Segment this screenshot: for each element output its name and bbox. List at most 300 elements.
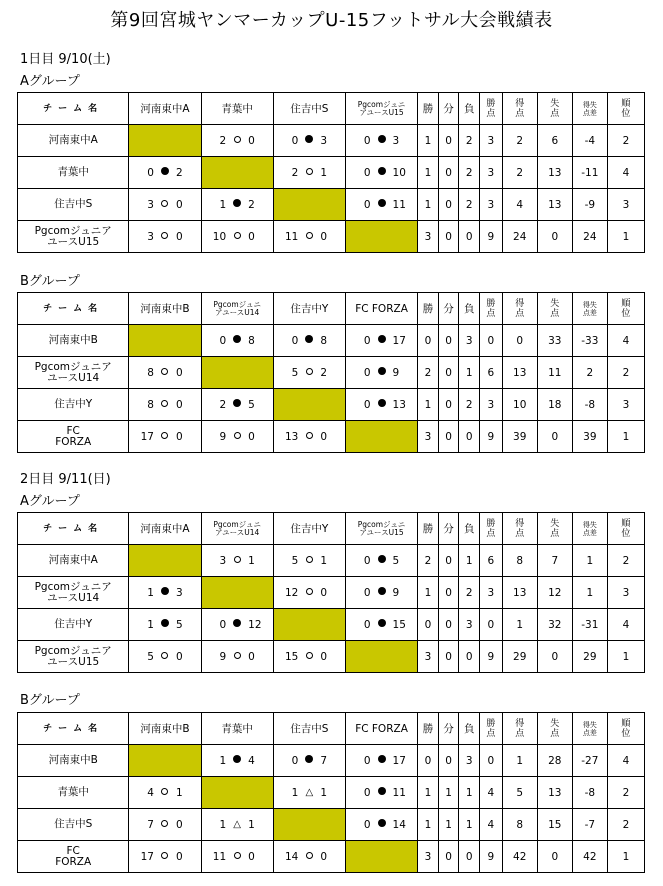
draw-mark: △: [305, 787, 314, 798]
match-result: [129, 421, 201, 453]
score-against: 0: [175, 850, 183, 863]
stat-value: 1: [607, 421, 644, 453]
stat-header: 負: [459, 513, 480, 545]
match-result: [273, 221, 345, 253]
stat-header: 順 位: [607, 293, 644, 325]
stat-header: 失 点: [537, 293, 572, 325]
team-header: チーム名: [18, 513, 129, 545]
score-against: 0: [320, 430, 328, 443]
loss-mark: [378, 755, 386, 763]
match-result: [345, 125, 417, 157]
header-row: [18, 93, 645, 125]
match-result: [273, 325, 345, 357]
stat-value: 18: [537, 389, 572, 421]
loss-mark: [161, 167, 169, 175]
score-for: 4: [147, 786, 154, 799]
match-result: [129, 157, 201, 189]
stat-header: 得 点: [502, 293, 537, 325]
loss-mark: [305, 335, 313, 343]
team-name: Pgcomジュニア ユースU15: [18, 221, 129, 253]
stat-value: 9: [480, 421, 503, 453]
score-for: 0: [291, 134, 299, 147]
stat-header: 勝 点: [480, 93, 503, 125]
stat-header: 勝: [418, 93, 439, 125]
match-result: [345, 777, 417, 809]
team-name: 住吉中S: [18, 189, 129, 221]
team-header: チーム名: [18, 93, 129, 125]
stat-header: 失 点: [537, 713, 572, 745]
opponent-header: 住吉中S: [273, 713, 345, 745]
stat-header: 分: [438, 293, 459, 325]
stat-value: 0: [438, 545, 459, 577]
win-mark: [161, 232, 168, 239]
match-result: [201, 389, 273, 421]
stat-value: -8: [572, 777, 607, 809]
score-against: 0: [248, 134, 255, 147]
score-against: 13: [392, 398, 406, 411]
stat-value: 1: [418, 577, 439, 609]
score-against: 1: [175, 786, 183, 799]
table-row: [18, 389, 645, 421]
score-for: 12: [284, 586, 299, 599]
stat-value: 13: [537, 157, 572, 189]
table-row: [18, 577, 645, 609]
score-against: 0: [320, 230, 328, 243]
stat-header: 勝 点: [480, 513, 503, 545]
self-match-cell: [273, 389, 345, 421]
self-match-cell: [273, 609, 345, 641]
opponent-header: FC FORZA: [345, 713, 417, 745]
stat-value: 1: [572, 577, 607, 609]
score-against: 0: [175, 198, 183, 211]
score-against: 15: [392, 618, 406, 631]
stat-value: 13: [502, 577, 537, 609]
stat-value: 2: [607, 357, 644, 389]
stat-value: 1: [438, 777, 459, 809]
stat-header: 得 点: [502, 93, 537, 125]
match-result: [129, 809, 201, 841]
loss-mark: [378, 167, 386, 175]
stat-value: 0: [480, 745, 503, 777]
stat-value: 7: [537, 545, 572, 577]
opponent-header: 住吉中Y: [273, 293, 345, 325]
loss-mark: [233, 755, 241, 763]
stat-header: 分: [438, 93, 459, 125]
stat-value: 1: [418, 189, 439, 221]
score-for: 10: [212, 230, 227, 243]
stat-value: 2: [418, 357, 439, 389]
stat-header: 失 点: [537, 93, 572, 125]
win-mark: [306, 232, 313, 239]
table-row: [18, 189, 645, 221]
team-name: Pgcomジュニア ユースU14: [18, 577, 129, 609]
score-for: 3: [219, 554, 227, 567]
stat-header: 得失 点差: [572, 293, 607, 325]
stat-value: 0: [438, 577, 459, 609]
score-against: 3: [392, 134, 400, 147]
stat-value: 1: [607, 841, 644, 873]
score-against: 1: [248, 554, 255, 567]
loss-mark: [378, 819, 386, 827]
win-mark: [161, 400, 168, 407]
team-header: チーム名: [18, 713, 129, 745]
match-result: [273, 421, 345, 453]
stat-value: 0: [438, 389, 459, 421]
stat-value: 0: [438, 641, 459, 673]
score-against: 0: [320, 650, 328, 663]
score-against: 0: [175, 366, 183, 379]
stat-value: 6: [480, 545, 503, 577]
score-against: 0: [175, 430, 183, 443]
header-row: [18, 513, 645, 545]
match-result: [201, 841, 273, 873]
score-against: 5: [392, 554, 400, 567]
score-against: 10: [392, 166, 406, 179]
win-mark: [234, 136, 241, 143]
stat-value: 1: [607, 641, 644, 673]
match-result: [345, 389, 417, 421]
stat-value: 4: [502, 189, 537, 221]
loss-mark: [305, 755, 313, 763]
stat-value: 0: [537, 421, 572, 453]
opponent-header: 河南東中A: [129, 93, 201, 125]
match-result: [273, 841, 345, 873]
loss-mark: [161, 587, 169, 595]
match-result: [201, 609, 273, 641]
match-result: [345, 577, 417, 609]
score-for: 17: [140, 850, 154, 863]
score-for: 13: [284, 430, 299, 443]
score-against: 12: [248, 618, 262, 631]
team-name: 河南東中B: [18, 745, 129, 777]
stat-header: 得 点: [502, 713, 537, 745]
stat-value: 12: [537, 577, 572, 609]
table-row: [18, 221, 645, 253]
match-result: [273, 745, 345, 777]
score-against: 0: [175, 818, 183, 831]
loss-mark: [378, 787, 386, 795]
win-mark: [234, 432, 241, 439]
stat-value: 2: [459, 189, 480, 221]
score-against: 0: [320, 586, 328, 599]
stat-value: 24: [502, 221, 537, 253]
stat-value: 2: [502, 125, 537, 157]
self-match-cell: [273, 189, 345, 221]
stat-value: 0: [438, 157, 459, 189]
table-row: [18, 125, 645, 157]
opponent-header: Pgcomジュニ アユースU15: [345, 513, 417, 545]
win-mark: [234, 852, 241, 859]
match-result: [201, 325, 273, 357]
loss-mark: [378, 555, 386, 563]
win-mark: [306, 368, 313, 375]
stat-value: 1: [607, 221, 644, 253]
loss-mark: [233, 399, 241, 407]
stat-value: 3: [480, 189, 503, 221]
score-for: 1: [291, 786, 299, 799]
score-for: 5: [291, 366, 299, 379]
match-result: [201, 641, 273, 673]
stat-value: 1: [459, 357, 480, 389]
win-mark: [161, 820, 168, 827]
stat-value: 4: [607, 325, 644, 357]
stat-value: 11: [537, 357, 572, 389]
stat-header: 得失 点差: [572, 513, 607, 545]
stat-header: 得 点: [502, 513, 537, 545]
table-row: [18, 357, 645, 389]
win-mark: [306, 852, 313, 859]
stat-value: 1: [418, 389, 439, 421]
stat-header: 得失 点差: [572, 93, 607, 125]
score-for: 1: [219, 818, 227, 831]
stat-value: 2: [459, 389, 480, 421]
score-against: 3: [175, 586, 183, 599]
self-match-cell: [273, 809, 345, 841]
stat-value: 3: [418, 841, 439, 873]
stat-value: 0: [418, 609, 439, 641]
stat-header: 分: [438, 513, 459, 545]
match-result: [345, 157, 417, 189]
team-name: 住吉中S: [18, 809, 129, 841]
stat-value: 0: [438, 357, 459, 389]
stat-value: 1: [418, 157, 439, 189]
score-for: 0: [363, 366, 371, 379]
win-mark: [234, 556, 241, 563]
opponent-header: 河南東中B: [129, 713, 201, 745]
stat-value: 2: [418, 545, 439, 577]
stat-value: 0: [459, 221, 480, 253]
stat-value: 3: [418, 641, 439, 673]
opponent-header: 住吉中Y: [273, 513, 345, 545]
stat-value: 2: [607, 125, 644, 157]
stat-value: 2: [459, 577, 480, 609]
draw-mark: △: [233, 819, 241, 830]
stat-value: 0: [480, 609, 503, 641]
stat-value: 29: [572, 641, 607, 673]
match-result: [129, 777, 201, 809]
table-row: [18, 421, 645, 453]
stat-value: 13: [537, 777, 572, 809]
win-mark: [306, 168, 313, 175]
score-for: 2: [219, 398, 227, 411]
stat-header: 勝: [418, 293, 439, 325]
stat-value: 33: [537, 325, 572, 357]
score-for: 7: [147, 818, 154, 831]
score-against: 17: [392, 334, 406, 347]
match-result: [273, 125, 345, 157]
score-against: 5: [175, 618, 183, 631]
stat-value: 0: [502, 325, 537, 357]
loss-mark: [233, 335, 241, 343]
stat-value: 42: [572, 841, 607, 873]
score-for: 0: [363, 786, 371, 799]
self-match-cell: [129, 325, 201, 357]
stat-value: 42: [502, 841, 537, 873]
match-result: [345, 609, 417, 641]
stat-value: -33: [572, 325, 607, 357]
stat-value: 1: [502, 745, 537, 777]
stat-value: 1: [502, 609, 537, 641]
stat-value: 9: [480, 841, 503, 873]
score-for: 0: [291, 334, 299, 347]
stat-value: 1: [418, 777, 439, 809]
loss-mark: [378, 135, 386, 143]
stat-value: 1: [418, 125, 439, 157]
stat-value: 3: [418, 221, 439, 253]
match-result: [273, 545, 345, 577]
stat-value: 1: [438, 809, 459, 841]
score-against: 0: [175, 650, 183, 663]
score-for: 8: [147, 366, 154, 379]
stat-header: 失 点: [537, 513, 572, 545]
score-for: 5: [291, 554, 299, 567]
self-match-cell: [129, 125, 201, 157]
standings-table: [17, 92, 645, 253]
score-for: 0: [219, 618, 227, 631]
stat-value: -4: [572, 125, 607, 157]
stat-value: 3: [607, 577, 644, 609]
stat-header: 勝 点: [480, 293, 503, 325]
stat-value: 9: [480, 221, 503, 253]
win-mark: [161, 652, 168, 659]
table-row: [18, 641, 645, 673]
stat-value: 5: [502, 777, 537, 809]
score-for: 0: [363, 818, 371, 831]
win-mark: [161, 432, 168, 439]
loss-mark: [233, 199, 241, 207]
score-for: 1: [219, 198, 227, 211]
score-against: 1: [320, 166, 328, 179]
header-row: [18, 713, 645, 745]
score-for: 3: [147, 198, 154, 211]
self-match-cell: [129, 545, 201, 577]
stat-value: 0: [438, 325, 459, 357]
stat-header: 勝 点: [480, 713, 503, 745]
score-against: 5: [248, 398, 255, 411]
stat-header: 勝: [418, 713, 439, 745]
stat-value: -9: [572, 189, 607, 221]
score-for: 8: [147, 398, 154, 411]
stat-value: 0: [537, 841, 572, 873]
stat-value: 0: [459, 641, 480, 673]
stat-value: 3: [480, 389, 503, 421]
match-result: [129, 841, 201, 873]
stat-value: 3: [607, 389, 644, 421]
score-for: 1: [147, 618, 154, 631]
page-title: 第9回宮城ヤンマーカップU-15フットサル大会戦績表: [110, 10, 553, 31]
match-result: [201, 809, 273, 841]
team-name: FC FORZA: [18, 841, 129, 873]
self-match-cell: [345, 841, 417, 873]
score-against: 0: [248, 430, 255, 443]
stat-value: 3: [607, 189, 644, 221]
match-result: [129, 389, 201, 421]
stat-value: 3: [480, 125, 503, 157]
win-mark: [234, 652, 241, 659]
match-result: [273, 777, 345, 809]
self-match-cell: [201, 157, 273, 189]
stat-value: 2: [459, 157, 480, 189]
score-for: 1: [219, 754, 227, 767]
stat-value: 28: [537, 745, 572, 777]
stat-value: 15: [537, 809, 572, 841]
loss-mark: [378, 399, 386, 407]
score-for: 17: [140, 430, 154, 443]
score-for: 0: [363, 554, 371, 567]
score-against: 0: [175, 230, 183, 243]
match-result: [201, 189, 273, 221]
header-row: [18, 293, 645, 325]
score-for: 0: [363, 334, 371, 347]
match-result: [345, 545, 417, 577]
stat-value: 0: [438, 745, 459, 777]
score-for: 15: [284, 650, 299, 663]
standings-table: [17, 292, 645, 453]
self-match-cell: [345, 221, 417, 253]
opponent-header: Pgcomジュニ アユースU14: [201, 513, 273, 545]
table-row: [18, 841, 645, 873]
match-result: [201, 125, 273, 157]
loss-mark: [378, 367, 386, 375]
score-for: 0: [363, 398, 371, 411]
opponent-header: 河南東中B: [129, 293, 201, 325]
group-label: Aグループ: [20, 494, 80, 509]
opponent-header: 河南東中A: [129, 513, 201, 545]
match-result: [201, 421, 273, 453]
stat-header: 得失 点差: [572, 713, 607, 745]
score-against: 9: [392, 586, 400, 599]
score-against: 1: [320, 554, 328, 567]
win-mark: [161, 368, 168, 375]
win-mark: [161, 852, 168, 859]
stat-value: 6: [480, 357, 503, 389]
team-name: 河南東中B: [18, 325, 129, 357]
loss-mark: [161, 619, 169, 627]
stat-value: 2: [572, 357, 607, 389]
match-result: [273, 641, 345, 673]
opponent-header: Pgcomジュニ アユースU14: [201, 293, 273, 325]
opponent-header: FC FORZA: [345, 293, 417, 325]
score-for: 11: [212, 850, 227, 863]
stat-value: 4: [480, 809, 503, 841]
table-row: [18, 545, 645, 577]
stat-value: 0: [438, 125, 459, 157]
match-result: [345, 745, 417, 777]
score-for: 0: [291, 754, 299, 767]
score-against: 1: [320, 786, 328, 799]
stat-value: 4: [480, 777, 503, 809]
day-label: 2日目 9/11(日): [20, 472, 111, 487]
stat-header: 順 位: [607, 93, 644, 125]
match-result: [129, 357, 201, 389]
score-against: 9: [392, 366, 400, 379]
stat-header: 分: [438, 713, 459, 745]
self-match-cell: [201, 777, 273, 809]
score-for: 0: [363, 586, 371, 599]
stat-value: 0: [418, 745, 439, 777]
stat-value: 0: [537, 641, 572, 673]
stat-value: -27: [572, 745, 607, 777]
stat-value: 0: [459, 841, 480, 873]
score-for: 0: [219, 334, 227, 347]
score-against: 0: [320, 850, 328, 863]
match-result: [345, 189, 417, 221]
score-against: 8: [320, 334, 328, 347]
table-row: [18, 745, 645, 777]
score-against: 0: [248, 850, 255, 863]
stat-value: 0: [459, 421, 480, 453]
score-for: 9: [219, 650, 227, 663]
